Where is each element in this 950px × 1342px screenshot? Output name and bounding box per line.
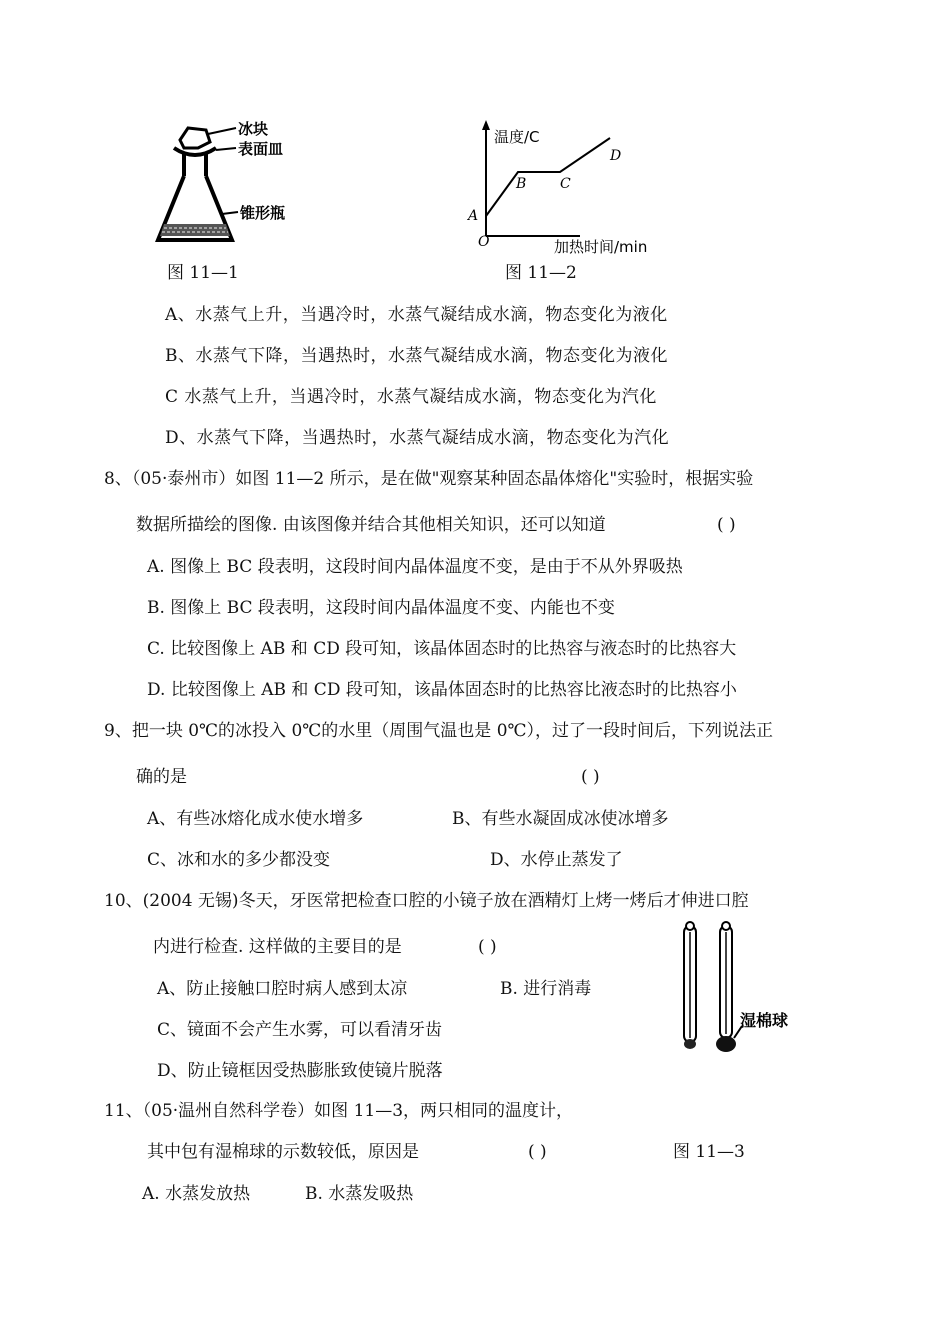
thermometers-illustration — [672, 918, 822, 1058]
q8-option-b: B. 图像上 BC 段表明，这段时间内晶体温度不变、内能也不变 — [147, 598, 615, 618]
fig1-caption: 图 11—1 — [167, 263, 239, 283]
q10-option-d: D、防止镜框因受热膨胀致使镜片脱落 — [157, 1061, 443, 1081]
x-axis-label: 加热时间/min — [554, 238, 648, 256]
point-a: A — [468, 208, 479, 224]
q11-stem-line1: 11、（05·温州自然科学卷）如图 11—3，两只相同的温度计， — [104, 1101, 574, 1121]
q10-option-a: A、防止接触口腔时病人感到太凉 — [157, 979, 408, 999]
q7-option-a: A、水蒸气上升，当遇冷时，水蒸气凝结成水滴，物态变化为液化 — [165, 305, 668, 325]
point-b: B — [516, 176, 527, 192]
q10-stem-line1: 10、(2004 无锡)冬天，牙医常把检查口腔的小镜子放在酒精灯上烤一烤后才伸进口腔 — [104, 891, 749, 911]
q9-stem-line1: 9、把一块 0℃的冰投入 0℃的水里（周围气温也是 0℃），过了一段时间后，下列说法正 — [104, 721, 774, 741]
q8-option-a: A. 图像上 BC 段表明，这段时间内晶体温度不变，是由于不从外界吸热 — [147, 557, 683, 577]
q9-option-d: D、水停止蒸发了 — [490, 850, 623, 870]
q7-option-c: C 水蒸气上升，当遇冷时，水蒸气凝结成水滴，物态变化为汽化 — [165, 387, 657, 407]
point-d: D — [610, 148, 622, 164]
q8-stem-line2: 数据所描绘的图像. 由该图像并结合其他相关知识，还可以知道 — [136, 515, 606, 535]
q11-answer-bracket: ( ) — [528, 1142, 547, 1162]
q11-option-a: A. 水蒸发放热 — [142, 1184, 251, 1204]
q9-answer-bracket: ( ) — [581, 767, 600, 787]
fig1-label-ice: 冰块 — [238, 120, 269, 138]
point-c: C — [560, 176, 571, 192]
q10-option-b: B. 进行消毒 — [500, 979, 592, 999]
q7-option-d: D、水蒸气下降，当遇热时，水蒸气凝结成水滴，物态变化为汽化 — [165, 428, 670, 448]
melting-curve-graph — [460, 116, 680, 258]
q10-answer-bracket: ( ) — [478, 937, 497, 957]
fig3-caption: 图 11—3 — [673, 1142, 745, 1162]
q8-option-c: C. 比较图像上 AB 和 CD 段可知，该晶体固态时的比热容与液态时的比热容大 — [147, 639, 737, 659]
fig1-label-flask: 锥形瓶 — [240, 204, 286, 222]
q9-option-c: C、冰和水的多少都没变 — [147, 850, 331, 870]
figure-11-1 — [150, 118, 320, 258]
q7-option-b: B、水蒸气下降，当遇热时，水蒸气凝结成水滴，物态变化为液化 — [165, 346, 668, 366]
flask-illustration — [150, 118, 320, 258]
fig1-label-watch-glass: 表面皿 — [238, 140, 284, 158]
q11-option-b: B. 水蒸发吸热 — [305, 1184, 414, 1204]
fig3-label-wet-cotton: 湿棉球 — [740, 1011, 789, 1030]
q10-option-c: C、镜面不会产生水雾，可以看清牙齿 — [157, 1020, 443, 1040]
figure-11-2 — [460, 116, 680, 258]
q8-option-d: D. 比较图像上 AB 和 CD 段可知，该晶体固态时的比热容比液态时的比热容小 — [147, 680, 737, 700]
q9-option-b: B、有些水凝固成冰使冰增多 — [452, 809, 669, 829]
y-axis-label: 温度/C — [494, 128, 540, 146]
point-o: O — [478, 234, 490, 250]
q8-answer-bracket: ( ) — [717, 515, 736, 535]
q9-option-a: A、有些冰熔化成水使水增多 — [147, 809, 364, 829]
fig2-caption: 图 11—2 — [505, 263, 577, 283]
q11-stem-line2: 其中包有湿棉球的示数较低，原因是 — [147, 1142, 419, 1162]
q10-stem-line2: 内进行检查. 这样做的主要目的是 — [153, 937, 402, 957]
q8-stem-line1: 8、（05·泰州市）如图 11—2 所示，是在做"观察某种固态晶体熔化"实验时，根据实验 — [104, 469, 754, 489]
figure-11-3 — [672, 918, 822, 1058]
q9-stem-line2: 确的是 — [136, 767, 187, 787]
